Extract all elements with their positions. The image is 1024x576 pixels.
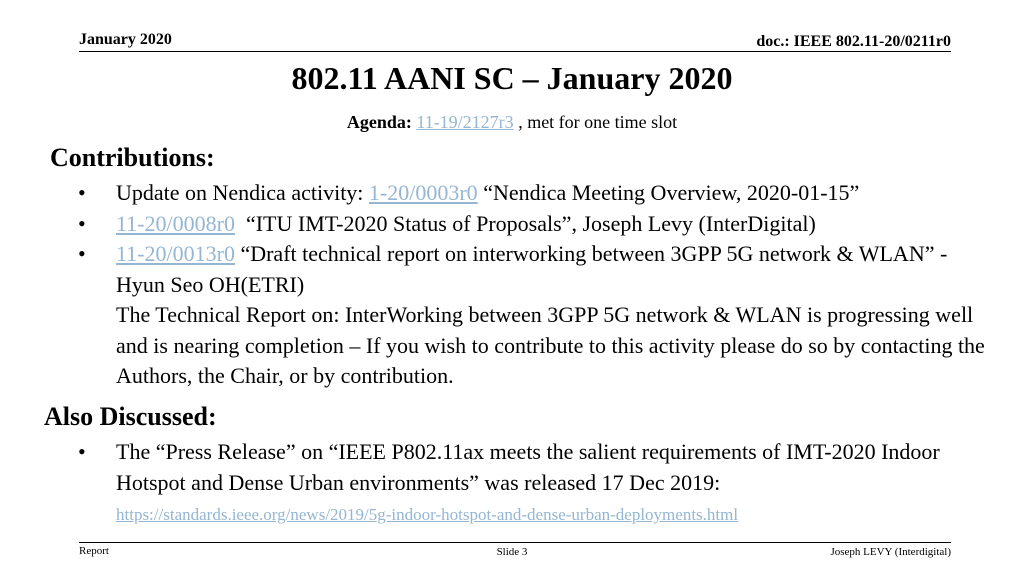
imt2020-doc-link[interactable]: 11-20/0008r0: [116, 210, 235, 236]
list-item: [78, 209, 998, 240]
contributions-heading: Contributions:: [50, 143, 215, 172]
footer-rule: [79, 542, 951, 543]
footer-left: Report: [79, 545, 109, 557]
also-discussed-heading: Also Discussed:: [44, 402, 217, 431]
header-date: January 2020: [79, 31, 172, 48]
item-prefix: Update on Nendica activity:: [116, 180, 369, 205]
agenda-line: [0, 110, 1024, 134]
slide-title: 802.11 AANI SC – January 2020: [291, 60, 733, 96]
item-text: The “Press Release” on “IEEE P802.11ax meets the salient requirements of IMT-2020 Indoor Hotspot and Dense Urban environments” was released 17 Dec 2019:: [116, 439, 940, 495]
list-item: [78, 239, 998, 392]
header-rule: [79, 51, 951, 52]
item-text: “Draft technical report on interworking between 3GPP 5G network & WLAN” - Hyun Seo OH(ETRI): [116, 241, 948, 297]
list-item: [78, 437, 998, 531]
agenda-label: Agenda:: [346, 112, 412, 132]
bullet-icon: •: [78, 210, 86, 236]
press-release-link[interactable]: https://standards.ieee.org/news/2019/5g-indoor-hotspot-and-dense-urban-deployments.html: [116, 505, 739, 524]
item-text: “ITU IMT-2020 Status of Proposals”, Joseph Levy (InterDigital): [234, 210, 816, 236]
slide-number: Slide 3: [496, 546, 528, 558]
contributions-list: [78, 178, 998, 392]
list-item: [78, 178, 998, 209]
bullet-icon: •: [78, 241, 86, 266]
also-discussed-list: [78, 437, 998, 531]
item-note: The Technical Report on: InterWorking between 3GPP 5G network & WLAN is progressing well and is nearing completion – If you wish to contribute to this activity please do so by contacting the Authors, the Chair, or by contribution.: [116, 302, 985, 388]
bullet-icon: •: [78, 439, 86, 464]
header-doc-id: doc.: IEEE 802.11-20/0211r0: [756, 33, 951, 50]
item-text: “Nendica Meeting Overview, 2020-01-15”: [477, 180, 860, 205]
bullet-icon: •: [78, 180, 86, 205]
nendica-doc-link[interactable]: 1-20/0003r0: [368, 180, 478, 205]
agenda-doc-link[interactable]: 11-19/2127r3: [416, 112, 514, 132]
agenda-suffix: , met for one time slot: [513, 112, 678, 132]
footer-author: Joseph LEVY (Interdigital): [830, 546, 951, 558]
tech-report-doc-link[interactable]: 11-20/0013r0: [116, 241, 235, 266]
